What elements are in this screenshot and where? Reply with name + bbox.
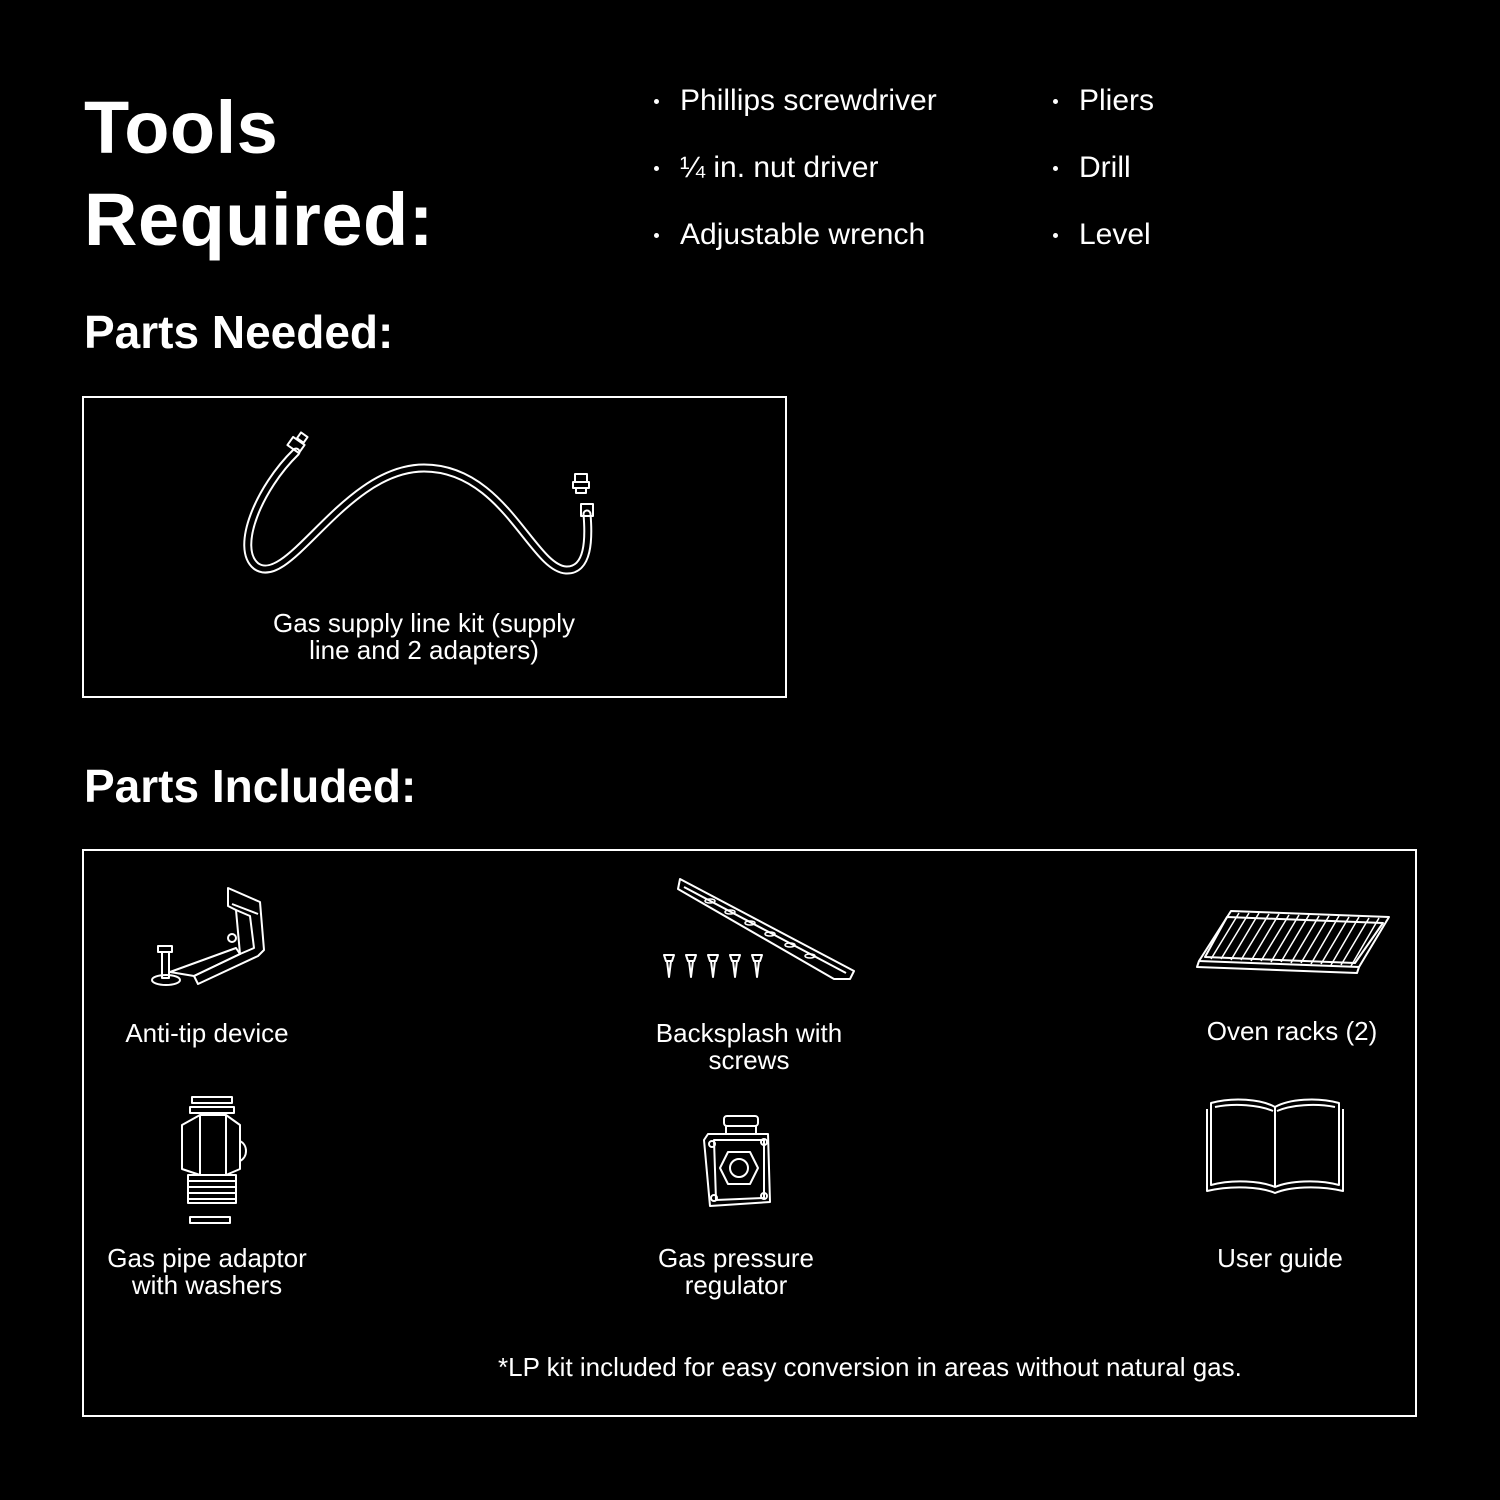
backsplash-screws-icon (650, 875, 860, 985)
tools-list-column-2 (1053, 84, 1154, 285)
oven-racks-label: Oven racks (2) (1206, 1016, 1378, 1046)
tool-item: Pliers (1053, 84, 1154, 151)
gas-supply-line-label: Gas supply line kit (supply line and 2 adapters) (272, 608, 576, 665)
anti-tip-bracket-icon (140, 880, 280, 990)
tools-required-title (84, 82, 434, 266)
pressure-regulator-label: Gas pressure regulator (657, 1243, 815, 1300)
lp-kit-footnote: *LP kit included for easy conversion in areas without natural gas. (498, 1352, 1242, 1382)
tool-item: Drill (1053, 151, 1154, 218)
anti-tip-device-label: Anti-tip device (125, 1018, 289, 1048)
pressure-regulator-icon (698, 1112, 778, 1212)
tools-title-line2: Required: (84, 178, 434, 261)
tool-item: Level (1053, 218, 1154, 285)
parts-needed-box (82, 396, 787, 698)
tool-item: ¼ in. nut driver (654, 151, 937, 218)
tools-list-column-1 (654, 84, 937, 285)
pipe-adaptor-label: Gas pipe adaptor with washers (107, 1243, 307, 1300)
tool-item: Phillips screwdriver (654, 84, 937, 151)
parts-needed-heading: Parts Needed: (84, 306, 394, 358)
tool-item: Adjustable wrench (654, 218, 937, 285)
user-guide-label: User guide (1217, 1243, 1343, 1273)
backsplash-label: Backsplash with screws (655, 1018, 843, 1075)
open-book-icon (1203, 1095, 1348, 1195)
parts-included-heading: Parts Included: (84, 760, 417, 812)
pipe-adaptor-icon (170, 1095, 260, 1230)
oven-rack-icon (1195, 905, 1395, 975)
tools-title-line1: Tools (84, 86, 279, 169)
